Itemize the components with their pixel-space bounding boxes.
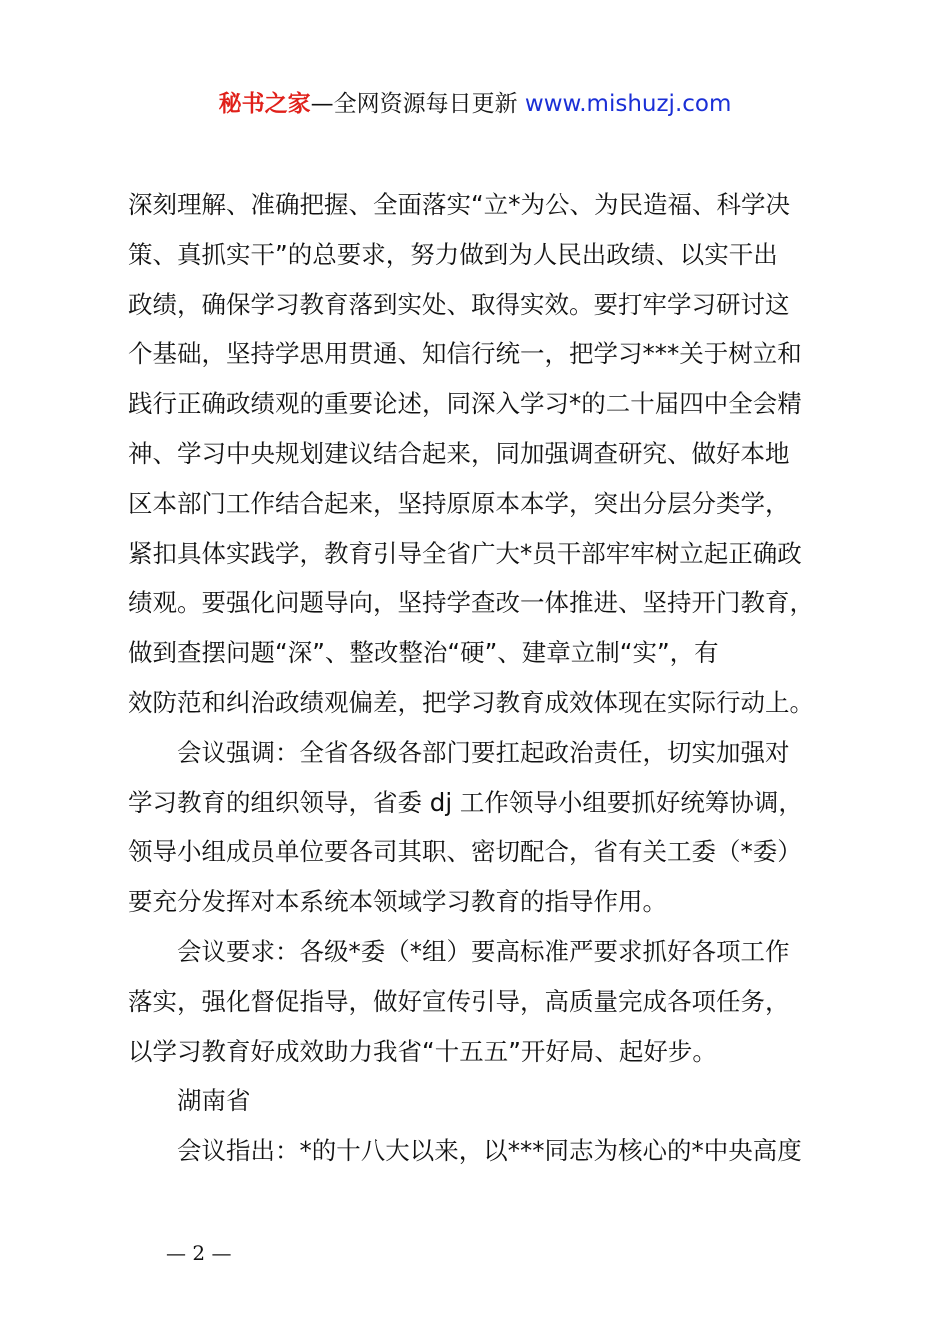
paragraph-start-line: 会议要求：各级*委（*组）要高标准严要求抓好各项工作 (177, 936, 790, 966)
text-line: 以学习教育好成效助力我省“十五五”开好局、起好步。 (128, 1036, 717, 1066)
paragraph-start-line: 会议指出：*的十八大以来，以***同志为核心的*中央高度 (177, 1136, 802, 1166)
text-line: 个基础，坚持学思用贯通、知信行统一，把学习***关于树立和 (128, 339, 802, 369)
text-line: 策、真抓实干”的总要求，努力做到为人民出政绩、以实干出 (128, 239, 778, 269)
text-line: 落实，强化督促指导，做好宣传引导，高质量完成各项任务， (128, 986, 790, 1016)
text-line: 区本部门工作结合起来，坚持原原本本学，突出分层分类学， (128, 488, 790, 518)
text-line: 深刻理解、准确把握、全面落实“立*为公、为民造福、科学决 (128, 190, 790, 219)
text-line: 学习教育的组织领导，省委 dj 工作领导小组要抓好统筹协调， (128, 787, 803, 817)
text-line: 绩观。要强化问题导向，坚持学查改一体推进、坚持开门教育， (128, 588, 814, 618)
text-line: 践行正确政绩观的重要论述，同深入学习*的二十届四中全会精 (128, 389, 802, 419)
text-line: 效防范和纠治政绩观偏差，把学习教育成效体现在实际行动上。 (128, 687, 814, 717)
section-heading-line: 湖南省 (177, 1086, 251, 1116)
paragraph-start-line: 会议强调：全省各级各部门要扛起政治责任，切实加强对 (177, 737, 790, 767)
text-line: 领导小组成员单位要各司其职、密切配合，省有关工委（*委） (128, 837, 802, 867)
site-tagline: —全网资源每日更新 (310, 91, 525, 117)
document-body (128, 180, 828, 1176)
site-brand: 秘书之家 (218, 91, 311, 117)
site-url-link[interactable]: www.mishuzj.com (524, 91, 732, 117)
text-line: 政绩，确保学习教育落到实处、取得实效。要打牢学习研讨这 (128, 289, 790, 319)
text-line: 神、学习中央规划建议结合起来，同加强调查研究、做好本地 (128, 438, 790, 468)
text-line: 要充分发挥对本系统本领域学习教育的指导作用。 (128, 887, 667, 917)
text-line: 紧扣具体实践学，教育引导全省广大*员干部牢牢树立起正确政 (128, 538, 802, 568)
site-header (0, 86, 950, 122)
text-line: 做到查摆问题“深”、整改整治“硬”、建章立制“实”，有 (128, 638, 719, 668)
page-number: — 2 — (166, 1241, 232, 1265)
